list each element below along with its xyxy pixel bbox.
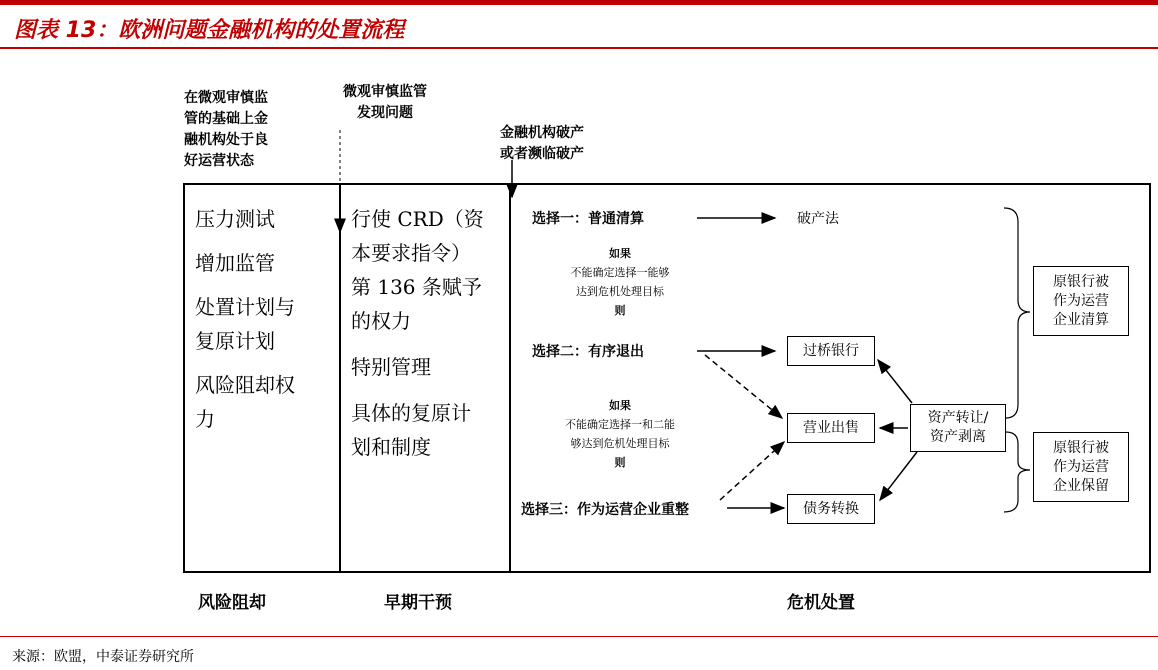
- phase-risk-prevention: 风险阻却: [198, 593, 266, 613]
- box-line: 原银行被: [1053, 439, 1109, 456]
- header-line: 好运营状态: [184, 153, 254, 169]
- prevention-item: 风险阻却权: [195, 373, 295, 397]
- box-line: 资产转让/: [927, 410, 989, 426]
- figure-title: 图表 13：欧洲问题金融机构的处置流程: [14, 18, 405, 43]
- arrow-asset-bridge: [878, 360, 912, 403]
- condition-line: 如果: [609, 399, 631, 412]
- intervention-item: 行使 CRD（资: [351, 207, 484, 231]
- prevention-list: [195, 202, 295, 436]
- condition-line: 达到危机处理目标: [576, 285, 664, 298]
- header-line: 管的基础上金: [184, 111, 268, 127]
- phase-early-intervention: 早期干预: [384, 593, 452, 613]
- option-2-label: 选择二：有序退出: [532, 344, 644, 360]
- source-note: 来源：欧盟，中泰证券研究所: [12, 649, 194, 665]
- box-line: 资产剥离: [930, 429, 986, 445]
- box-line: 作为运营: [1053, 292, 1109, 309]
- prevention-item: 增加监管: [195, 251, 275, 275]
- asset-transfer-box: [910, 404, 1006, 452]
- box-line: 企业清算: [1053, 311, 1109, 328]
- intervention-item: 第 136 条赋予: [351, 275, 482, 299]
- condition-line: 不能确定选择一能够: [570, 266, 670, 279]
- prevention-item: 力: [195, 407, 215, 431]
- header-line: 发现问题: [357, 105, 413, 121]
- orig-retained-box: [1033, 432, 1129, 502]
- debt-conversion-box: 债务转换: [787, 494, 875, 524]
- phase-crisis-resolution: 危机处置: [787, 593, 855, 613]
- prevention-item: 复原计划: [195, 329, 275, 353]
- condition-line: 不能确定选择一和二能: [565, 418, 675, 431]
- option-3-label: 选择三：作为运营企业重整: [521, 502, 689, 518]
- condition-line: 如果: [609, 247, 631, 260]
- intervention-item: 划和制度: [351, 435, 431, 459]
- arrow-option2-sale: [705, 355, 782, 418]
- box-line: 企业保留: [1053, 477, 1109, 494]
- arrow-asset-debt: [880, 452, 917, 500]
- bottom-rule: [0, 636, 1158, 637]
- box-line: 原银行被: [1053, 273, 1109, 290]
- arrow-option3-sale: [720, 442, 784, 500]
- header-line: 融机构处于良: [184, 132, 268, 148]
- header-line: 或者濒临破产: [500, 146, 584, 162]
- condition-line: 则: [614, 304, 626, 317]
- brace-bottom: [1004, 432, 1030, 512]
- intervention-list: [351, 202, 484, 464]
- intervention-item: 的权力: [351, 309, 411, 333]
- box-line: 作为运营: [1053, 458, 1109, 475]
- option-1-label: 选择一：普通清算: [532, 211, 644, 227]
- condition-line: 则: [614, 456, 626, 469]
- bridge-bank-box: 过桥银行: [787, 336, 875, 366]
- orig-liquidation-box: [1033, 266, 1129, 336]
- intervention-item: 本要求指令）: [351, 241, 471, 265]
- prevention-item: 处置计划与: [195, 295, 295, 319]
- condition-1: [535, 244, 705, 320]
- condition-2: [530, 396, 710, 472]
- header-line: 微观审慎监管: [343, 84, 427, 100]
- intervention-item: 特别管理: [351, 355, 431, 379]
- intervention-item: 具体的复原计: [351, 401, 471, 425]
- brace-top: [1004, 208, 1030, 418]
- prevention-item: 压力测试: [195, 207, 275, 231]
- header-line: 在微观审慎监: [184, 90, 268, 106]
- header-line: 金融机构破产: [500, 125, 584, 141]
- bankruptcy-law-label: 破产法: [797, 211, 839, 227]
- condition-line: 够达到危机处理目标: [570, 437, 670, 450]
- business-sale-box: 营业出售: [787, 413, 875, 443]
